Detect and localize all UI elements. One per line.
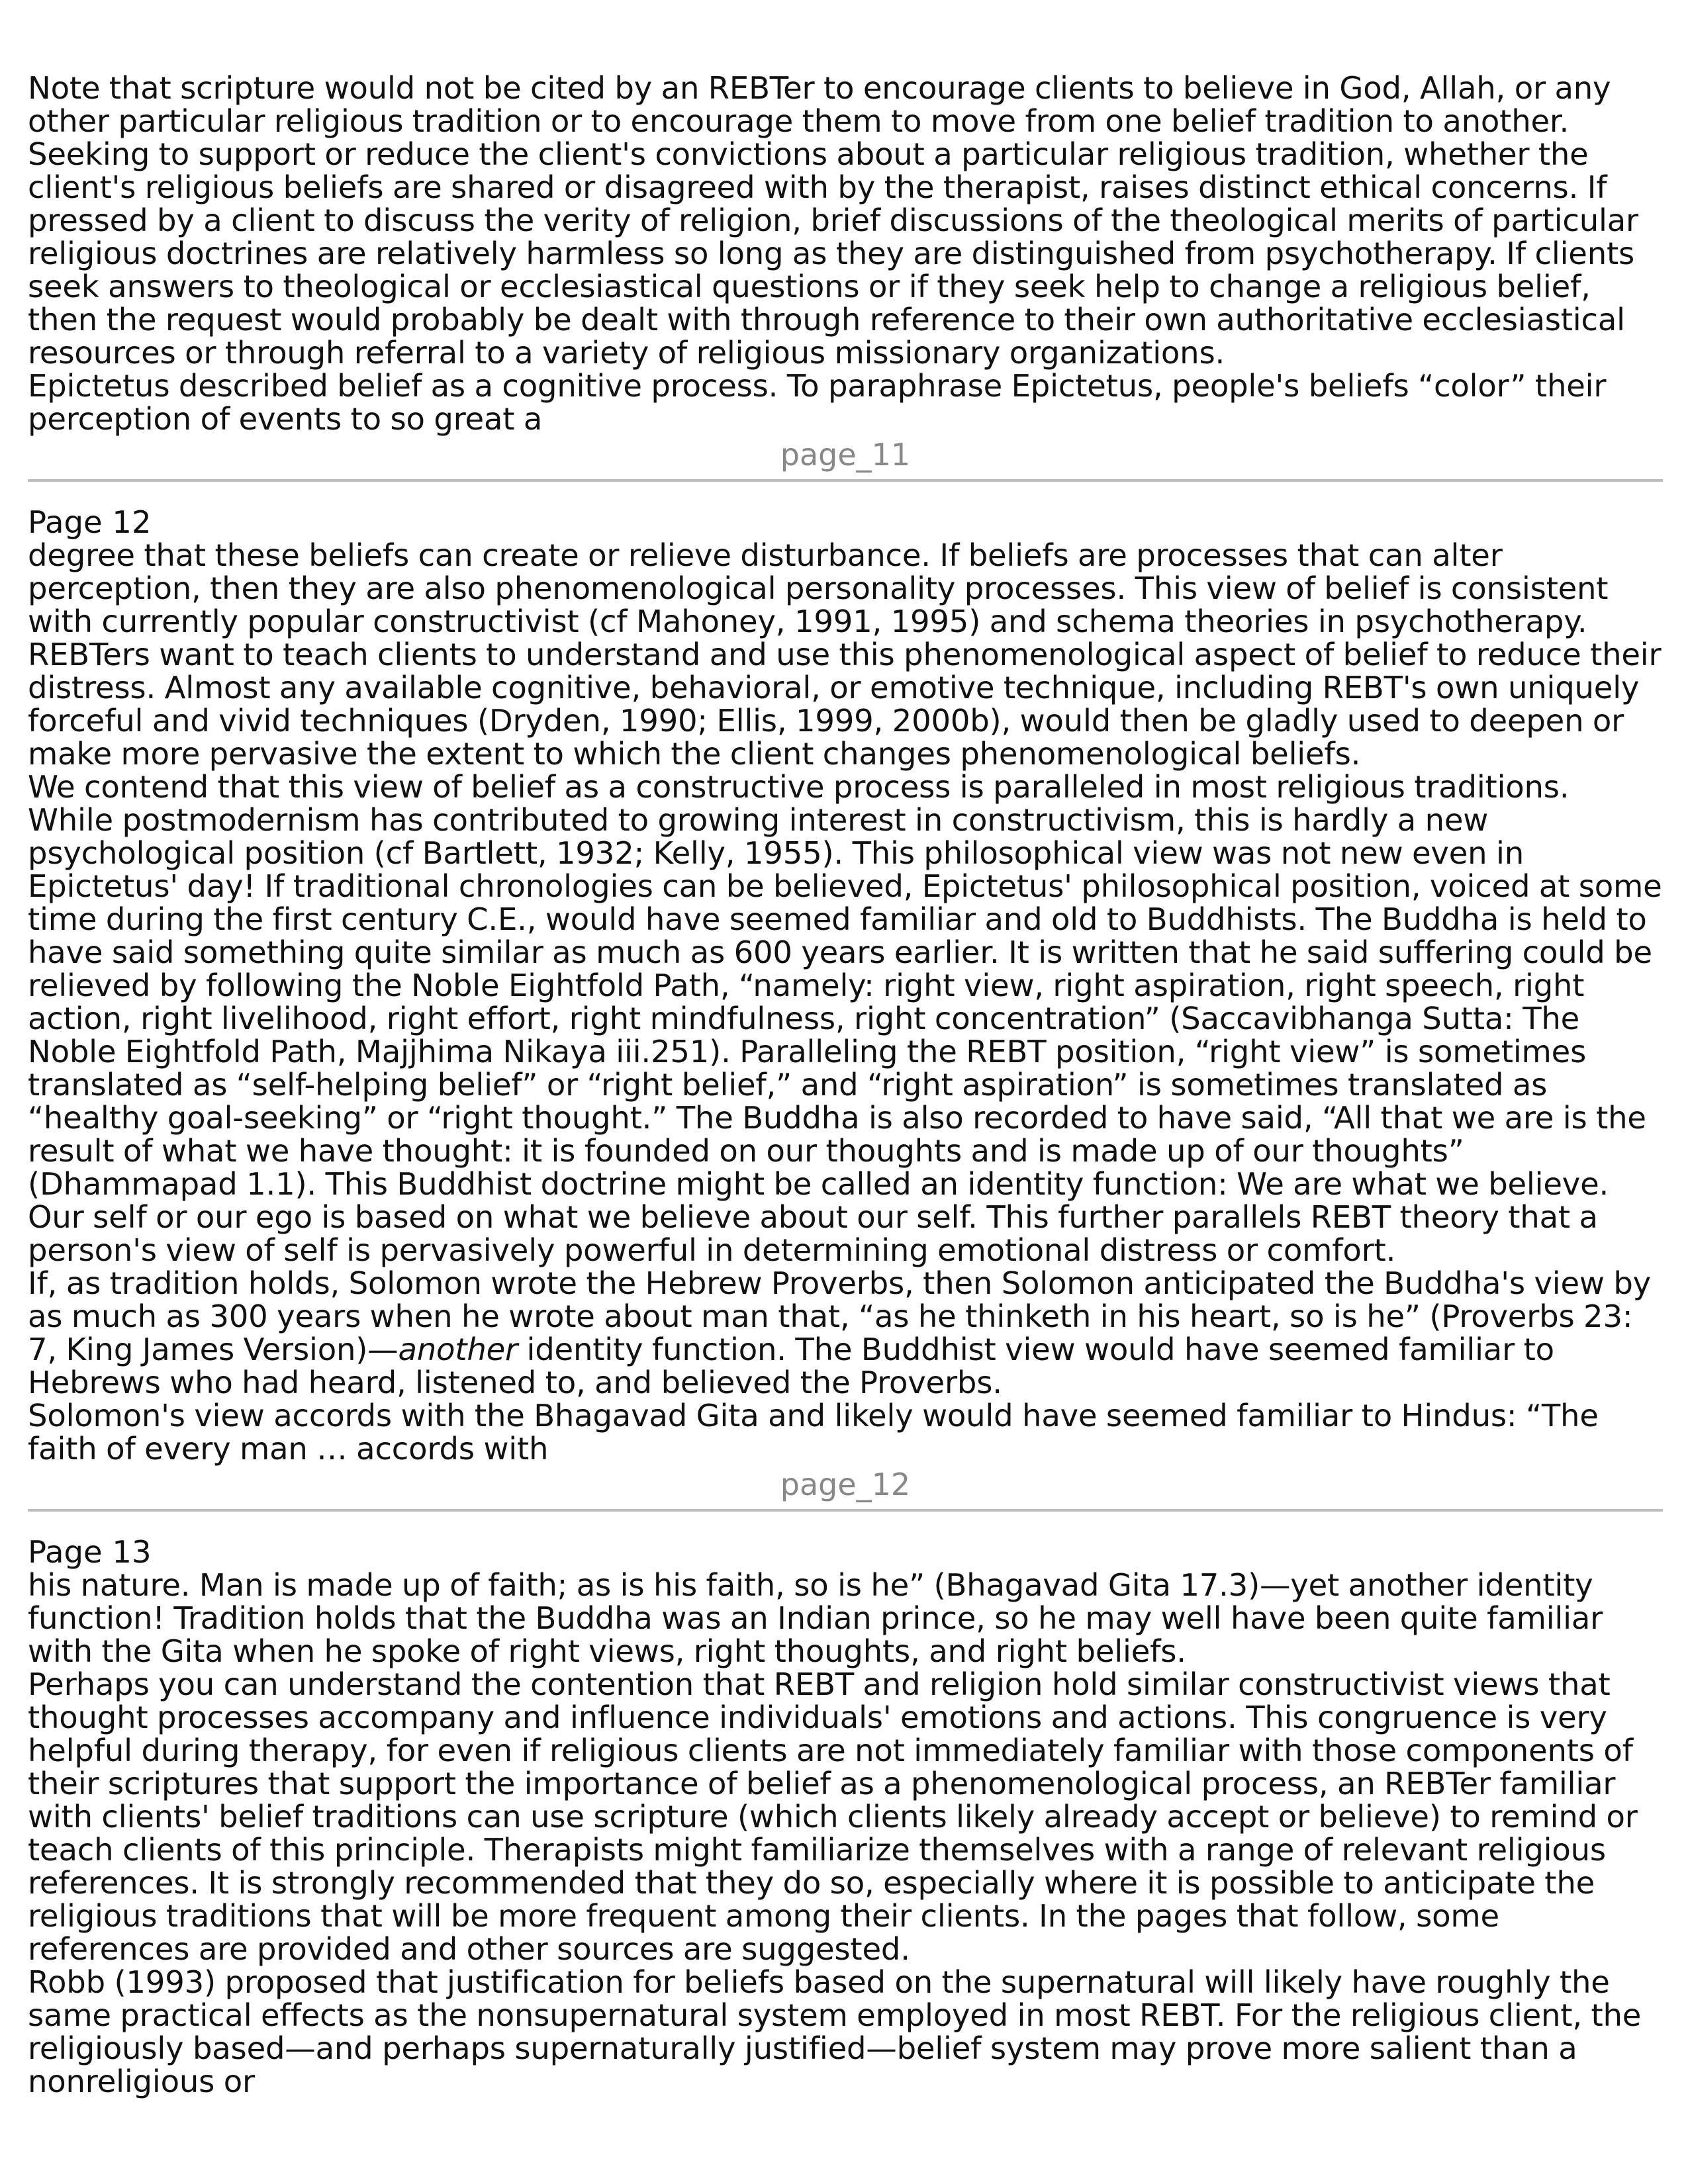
page-marker-11: page_11 [780,437,911,473]
page-divider [28,479,1663,482]
page-label-13: Page 13 [28,1534,152,1570]
paragraph: his nature. Man is made up of faith; as is his faith, so is he” (Bhagavad Gita 17.3)—yet another identity function! Tradition holds that the Buddha was an Indian prince, so he may well have been quite familiar with the Gita when he spoke of right views, right thoughts, and right beliefs. [28,1567,1603,1669]
paragraph: Solomon's view accords with the Bhagavad Gita and likely would have seemed familiar to Hindus: “The faith of every man … accords with [28,1398,1599,1467]
paragraph: Note that scripture would not be cited by an REBTer to encourage clients to believe in God, Allah, or any other particular religious tradition or to encourage them to move from one belief tradition to another. Seeking to support or reduce the client's convictions about a particular religious tradition, whether the client's religious beliefs are shared or disagreed with by the therapist, raises distinct ethical concerns. If pressed by a client to discuss the verity of religion, brief discussions of the theological merits of particular religious doctrines are relatively harmless so long as they are distinguished from psychotherapy. If clients seek answers to theological or ecclesiastical questions or if they seek help to change a religious belief, then the request would probably be dealt with through reference to their own authoritative ecclesiastical resources or through referral to a variety of religious missionary organizations. [28,70,1638,371]
page-13-section [28,1535,1663,2098]
proverbs-text-after: identity function. The Buddhist view would have seemed familiar to Hebrews who had heard, listened to, and believed the Proverbs. [28,1332,1554,1400]
paragraph: degree that these beliefs can create or relieve disturbance. If beliefs are processes that can alter perception, then they are also phenomenological personality processes. This view of belief is consistent with currently popular constructivist (cf Mahoney, 1991, 1995) and schema theories in psychotherapy. REBTers want to teach clients to understand and use this phenomenological aspect of belief to reduce their distress. Almost any available cognitive, behavioral, or emotive technique, including REBT's own uniquely forceful and vivid techniques (Dryden, 1990; Ellis, 1999, 2000b), would then be gladly used to deepen or make more pervasive the extent to which the client changes phenomenological beliefs. [28,537,1662,772]
paragraph: Perhaps you can understand the contention that REBT and religion hold similar constructivist views that thought processes accompany and influence individuals' emotions and actions. This congruence is very helpful during therapy, for even if religious clients are not immediately familiar with those components of their scriptures that support the importance of belief as a phenomenological process, an REBTer familiar with clients' belief traditions can use scripture (which clients likely already accept or believe) to remind or teach clients of this principle. Therapists might familiarize themselves with a range of relevant religious references. It is strongly recommended that they do so, especially where it is possible to anticipate the religious traditions that will be more frequent among their clients. In the pages that follow, some references are provided and other sources are suggested. [28,1666,1638,1967]
paragraph: Epictetus described belief as a cognitive process. To paraphrase Epictetus, people's beliefs “color” their perception of events to so great a [28,368,1607,437]
page-12-section [28,506,1663,1501]
paragraph: We contend that this view of belief as a constructive process is paralleled in most religious traditions. While postmodernism has contributed to growing interest in constructivism, this is hardly a new psychological position (cf Bartlett, 1932; Kelly, 1955). This philosophical view was not new even in Epictetus' day! If traditional chronologies can be believed, Epictetus' philosophical position, voiced at some time during the first century C.E., would have seemed familiar and old to Buddhists. The Buddha is held to have said something quite similar as much as 600 years earlier. It is written that he said suffering could be relieved by following the Noble Eightfold Path, “namely: right view, right aspiration, right speech, right action, right livelihood, right effort, right mindfulness, right concentration” (Saccavibhanga Sutta: The Noble Eightfold Path, Majjhima Nikaya iii.251). Paralleling the REBT position, “right view” is sometimes translated as “self-helping belief” or “right belief,” and “right aspiration” is sometimes translated as “healthy goal-seeking” or “right thought.” The Buddha is also recorded to have said, “All that we are is the result of what we have thought: it is founded on our thoughts and is made up of our thoughts” (Dhammapad 1.1). This Buddhist doctrine might be called an identity function: We are what we believe. Our self or our ego is based on what we believe about our self. This further parallels REBT theory that a person's view of self is pervasively powerful in determining emotional distress or comfort. [28,769,1662,1268]
page-label-12: Page 12 [28,504,152,540]
page-marker-12: page_12 [780,1467,911,1502]
page-divider [28,1509,1663,1512]
page-11-section [28,71,1663,471]
document-body [28,71,1663,2098]
paragraph-proverbs [28,1267,1663,1399]
proverbs-emphasis: another [398,1332,518,1367]
proverbs-text-before: If, as tradition holds, Solomon wrote the Hebrew Proverbs, then Solomon anticipated the Buddha's view by as much as 300 years when he wrote about man that, “as he thinketh in his heart, so is he” (Proverbs 23: 7, King James Version)— [28,1265,1651,1367]
paragraph: Robb (1993) proposed that justification for beliefs based on the supernatural will likely have roughly the same practical effects as the nonsupernatural system employed in most REBT. For the religious client, the religiously based—and perhaps supernaturally justified—belief system may prove more salient than a nonreligious or [28,1964,1642,2099]
